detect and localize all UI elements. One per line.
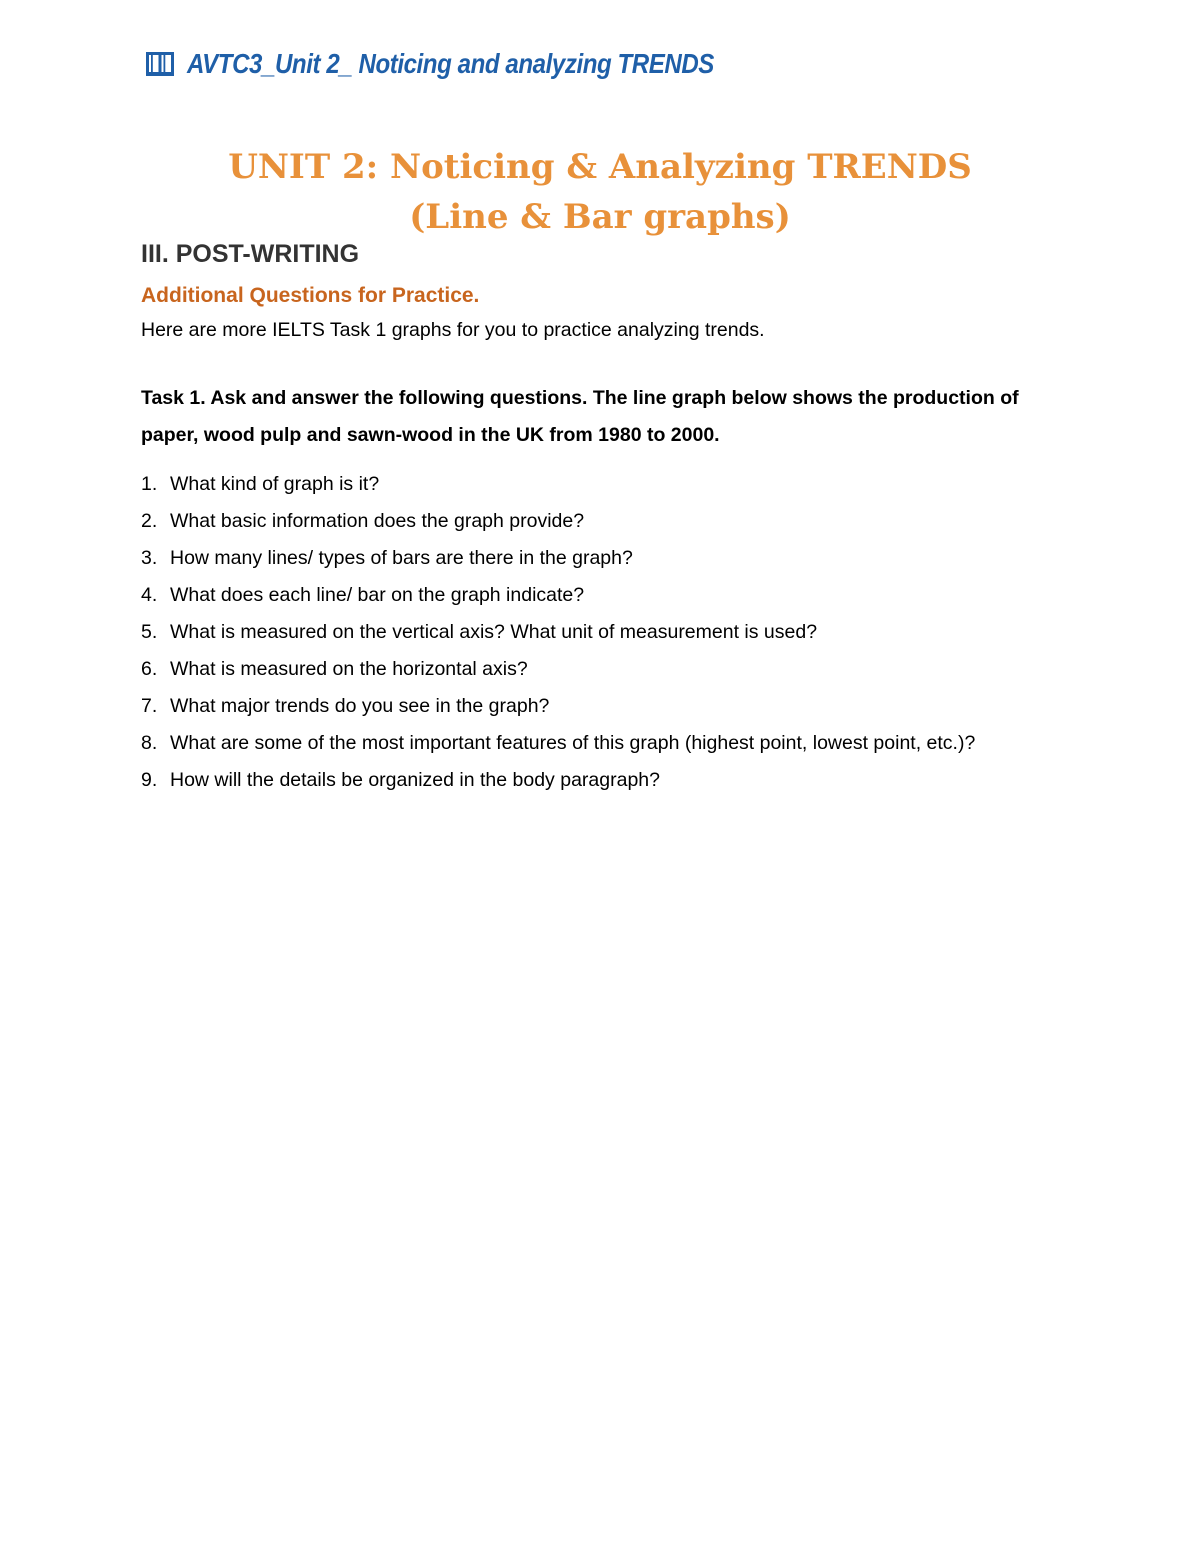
question-text: What does each line/ bar on the graph indicate?: [170, 584, 585, 606]
question-number: 7.: [141, 695, 158, 717]
question-text: What major trends do you see in the graph?: [170, 695, 550, 717]
question-list: [141, 466, 1041, 799]
question-number: 6.: [141, 658, 158, 680]
book-icon: [145, 49, 175, 79]
list-item: [141, 688, 1041, 725]
question-text: What are some of the most important features of this graph (highest point, lowest point, etc.)?: [170, 732, 976, 754]
title-line-1: UNIT 2: Noticing & Analyzing TRENDS: [228, 147, 972, 187]
question-text: How many lines/ types of bars are there in the graph?: [170, 547, 633, 569]
question-number: 3.: [141, 547, 158, 569]
question-text: What is measured on the horizontal axis?: [170, 658, 528, 680]
question-text: What is measured on the vertical axis? What unit of measurement is used?: [170, 621, 818, 643]
question-number: 5.: [141, 621, 158, 643]
question-text: What kind of graph is it?: [170, 473, 380, 495]
page-title: [0, 142, 1200, 242]
question-number: 2.: [141, 510, 158, 532]
task-instructions: Task 1. Ask and answer the following questions. The line graph below shows the production of paper, wood pulp and sawn-wood in the UK from 1980 to 2000.: [141, 387, 1019, 446]
question-text: How will the details be organized in the body paragraph?: [170, 769, 660, 791]
list-item: [141, 503, 1041, 540]
list-item: [141, 466, 1041, 503]
intro-paragraph: Here are more IELTS Task 1 graphs for you to practice analyzing trends.: [141, 319, 765, 341]
section-subheading: Additional Questions for Practice.: [141, 284, 480, 307]
question-text: What basic information does the graph provide?: [170, 510, 585, 532]
list-item: [141, 725, 1041, 762]
question-number: 8.: [141, 732, 158, 754]
question-number: 9.: [141, 769, 158, 791]
header-title: AVTC3_Unit 2_ Noticing and analyzing TRENDS: [187, 48, 714, 79]
list-item: [141, 577, 1041, 614]
list-item: [141, 651, 1041, 688]
list-item: [141, 762, 1041, 799]
list-item: [141, 614, 1041, 651]
question-number: 4.: [141, 584, 158, 606]
section-heading: III. POST-WRITING: [141, 240, 360, 268]
question-number: 1.: [141, 473, 158, 495]
page-header: [145, 44, 800, 84]
list-item: [141, 540, 1041, 577]
title-line-2: (Line & Bar graphs): [409, 197, 791, 237]
